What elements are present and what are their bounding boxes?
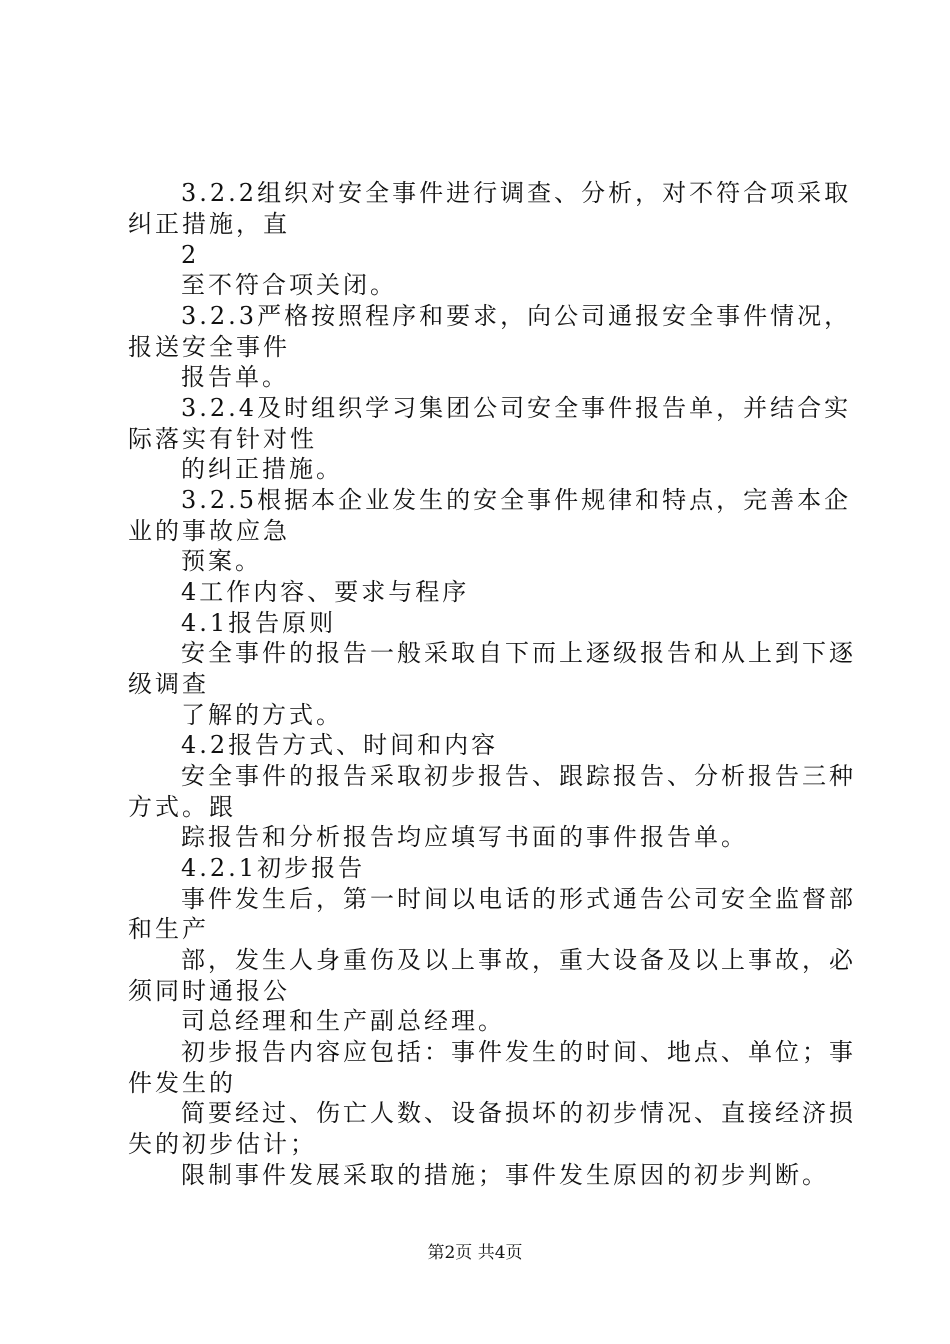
text-line: 安全事件的报告采取初步报告、跟踪报告、分析报告三种 bbox=[181, 762, 856, 790]
text-line: 件发生的 bbox=[128, 1069, 236, 1097]
text-line: 失的初步估计； bbox=[128, 1130, 317, 1158]
text-line: 至不符合项关闭。 bbox=[181, 271, 397, 299]
section-heading: 4.1报告原则 bbox=[181, 609, 337, 637]
text-line: 3.2.2组织对安全事件进行调查、分析，对不符合项采取 bbox=[181, 179, 852, 207]
text-line: 和生产 bbox=[128, 915, 209, 943]
text-line: 事件发生后，第一时间以电话的形式通告公司安全监督部 bbox=[181, 885, 856, 913]
text-line: 3.2.4及时组织学习集团公司安全事件报告单，并结合实 bbox=[181, 394, 852, 422]
page-marker: 2 bbox=[181, 241, 200, 269]
text-line: 预案。 bbox=[181, 547, 262, 575]
text-line: 安全事件的报告一般采取自下而上逐级报告和从上到下逐 bbox=[181, 639, 856, 667]
text-line: 部，发生人身重伤及以上事故，重大设备及以上事故，必 bbox=[181, 946, 856, 974]
text-line: 纠正措施，直 bbox=[128, 210, 290, 238]
text-line: 须同时通报公 bbox=[128, 977, 290, 1005]
text-line: 初步报告内容应包括：事件发生的时间、地点、单位；事 bbox=[181, 1038, 856, 1066]
text-line: 方式。跟 bbox=[128, 793, 236, 821]
section-heading: 4.2报告方式、时间和内容 bbox=[181, 731, 499, 759]
section-heading: 4工作内容、要求与程序 bbox=[181, 578, 470, 606]
text-line: 业的事故应急 bbox=[128, 517, 290, 545]
text-line: 的纠正措施。 bbox=[181, 455, 343, 483]
section-heading: 4.2.1初步报告 bbox=[181, 854, 366, 882]
text-line: 踪报告和分析报告均应填写书面的事件报告单。 bbox=[181, 823, 748, 851]
text-line: 报送安全事件 bbox=[128, 333, 290, 361]
text-line: 报告单。 bbox=[181, 363, 289, 391]
text-line: 限制事件发展采取的措施；事件发生原因的初步判断。 bbox=[181, 1161, 829, 1189]
page-footer: 第2页 共4页 bbox=[427, 1243, 523, 1263]
text-line: 际落实有针对性 bbox=[128, 425, 317, 453]
text-line: 级调查 bbox=[128, 670, 209, 698]
text-line: 3.2.3严格按照程序和要求，向公司通报安全事件情况， bbox=[181, 302, 852, 330]
text-line: 3.2.5根据本企业发生的安全事件规律和特点，完善本企 bbox=[181, 486, 852, 514]
text-line: 了解的方式。 bbox=[181, 701, 343, 729]
text-line: 简要经过、伤亡人数、设备损坏的初步情况、直接经济损 bbox=[181, 1099, 856, 1127]
text-line: 司总经理和生产副总经理。 bbox=[181, 1007, 505, 1035]
